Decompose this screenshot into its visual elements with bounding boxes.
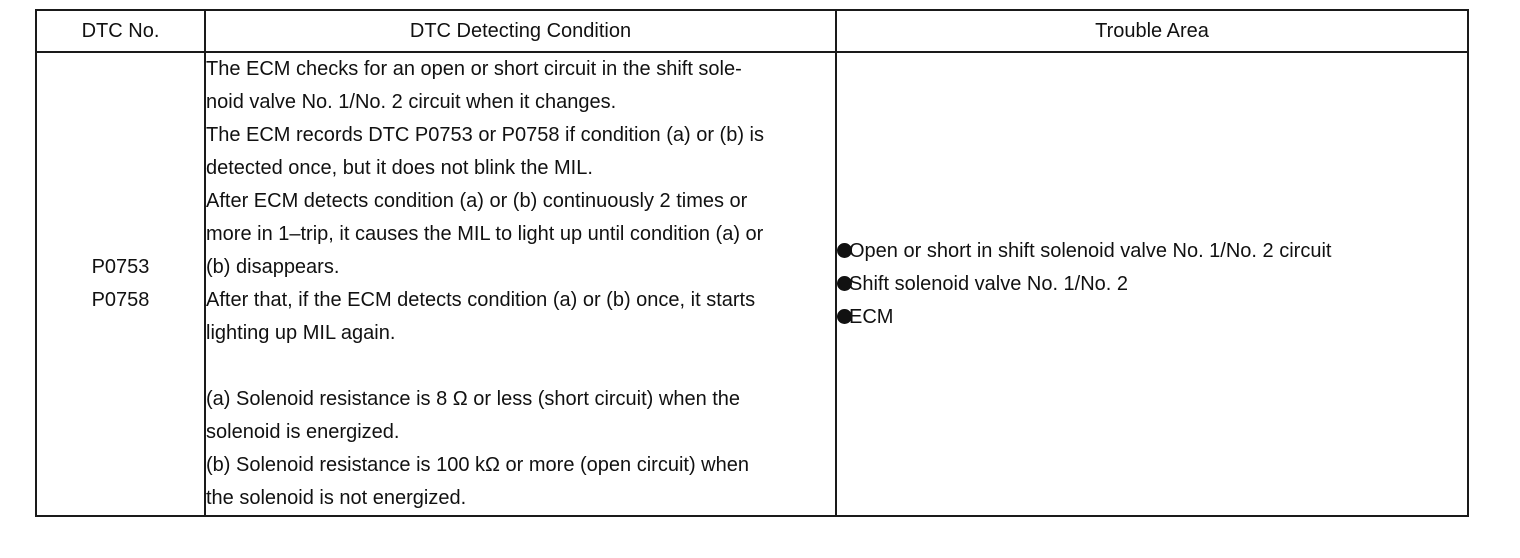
trouble-area-cell — [836, 52, 1468, 516]
condition-line: detected once, but it does not blink the MIL. — [206, 157, 593, 179]
condition-line: (b) Solenoid resistance is 100 kΩ or more (open circuit) when — [206, 454, 749, 476]
trouble-area-item — [837, 301, 1467, 334]
dtc-code: P0758 — [91, 289, 150, 311]
detecting-condition-cell — [205, 52, 836, 516]
condition-line: The ECM records DTC P0753 or P0758 if condition (a) or (b) is — [206, 124, 764, 146]
dtc-code-cell — [36, 52, 205, 516]
condition-line: solenoid is energized. — [206, 421, 400, 443]
trouble-area-item — [837, 268, 1467, 301]
condition-line: (b) disappears. — [206, 256, 340, 278]
condition-line: The ECM checks for an open or short circuit in the shift sole- — [206, 58, 742, 80]
dtc-table — [35, 9, 1469, 517]
header-detecting-condition: DTC Detecting Condition — [205, 10, 836, 52]
condition-line: more in 1–trip, it causes the MIL to light up until condition (a) or — [206, 223, 764, 245]
dtc-code: P0753 — [91, 256, 150, 278]
condition-line: After that, if the ECM detects condition (a) or (b) once, it starts — [206, 289, 756, 311]
trouble-area-text: ECM — [849, 305, 894, 328]
condition-spacer — [206, 350, 835, 383]
trouble-area-item — [837, 235, 1467, 268]
trouble-area-text: Shift solenoid valve No. 1/No. 2 — [849, 272, 1129, 295]
condition-line: After ECM detects condition (a) or (b) continuously 2 times or — [206, 190, 748, 212]
header-dtc-no: DTC No. — [36, 10, 205, 52]
table-row — [36, 52, 1468, 516]
trouble-area-text: Open or short in shift solenoid valve No. 1/No. 2 circuit — [849, 239, 1332, 262]
header-trouble-area: Trouble Area — [836, 10, 1468, 52]
header-row — [36, 10, 1468, 52]
condition-line: noid valve No. 1/No. 2 circuit when it changes. — [206, 91, 617, 113]
condition-line: lighting up MIL again. — [206, 322, 396, 344]
condition-line: the solenoid is not energized. — [206, 487, 467, 509]
condition-line: (a) Solenoid resistance is 8 Ω or less (short circuit) when the — [206, 388, 741, 410]
